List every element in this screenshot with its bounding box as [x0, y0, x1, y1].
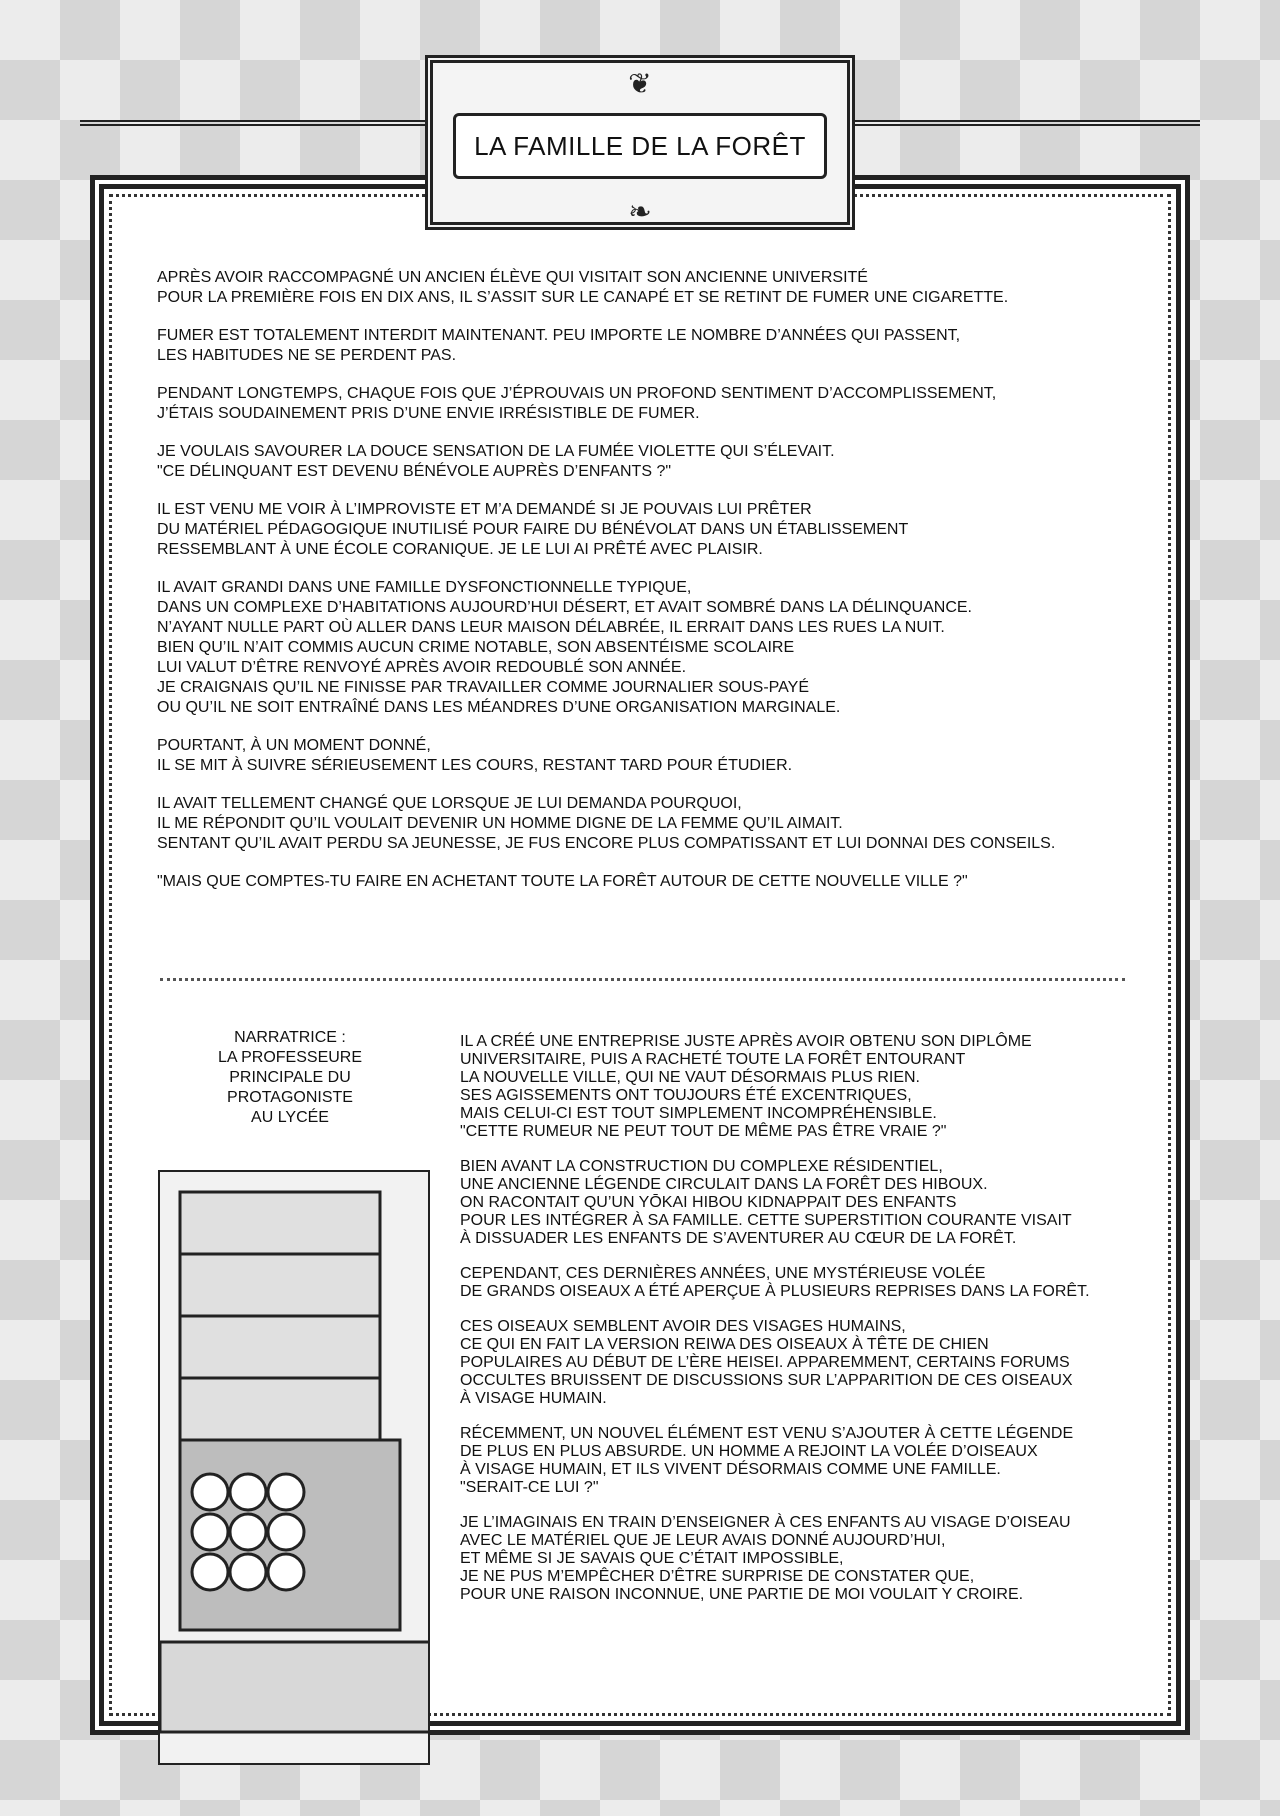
paragraph: BIEN AVANT LA CONSTRUCTION DU COMPLEXE RÉSIDENTIEL, UNE ANCIENNE LÉGENDE CIRCULAIT DANS LA FORÊT DES HIBOUX. ON RACONTAIT QU’UN YŌKAI HIBOU KIDNAPPAIT DES ENFANTS POUR LES INTÉGRER À SA FAMILLE. CETTE SUPERSTITION COURANTE VISAIT À DISSUADER LES ENFANTS DE S’AVENTURER AU CŒUR DE LA FORÊT. — [460, 1158, 1072, 1247]
paragraph: IL AVAIT GRANDI DANS UNE FAMILLE DYSFONCTIONNELLE TYPIQUE, DANS UN COMPLEXE D’HABITATIONS AUJOURD’HUI DÉSERT, ET AVAIT SOMBRÉ DANS LA DÉLINQUANCE. N’AYANT NULLE PART OÙ ALLER DANS LEUR MAISON DÉLABRÉE, IL ERRAIT DANS LES RUES LA NUIT. BIEN QU’IL N’AIT COMMIS AUCUN CRIME NOTABLE, SON ABSENTÉISME SCOLAIRE LUI VALUT D’ÊTRE RENVOYÉ APRÈS AVOIR REDOUBLÉ SON ANNÉE. JE CRAIGNAIS QU’IL NE FINISSE PAR TRAVAILLER COMME JOURNALIER SOUS-PAYÉ OU QU’IL NE SOIT ENTRAÎNÉ DANS LES MÉANDRES D’UNE ORGANISATION MARGINALE. — [157, 579, 972, 716]
story-continuation — [460, 1033, 1140, 1621]
paragraph: JE VOULAIS SAVOURER LA DOUCE SENSATION DE LA FUMÉE VIOLETTE QUI S’ÉLEVAIT. "CE DÉLINQUANT EST DEVENU BÉNÉVOLE AUPRÈS D’ENFANTS ?" — [157, 443, 835, 480]
paragraph: IL EST VENU ME VOIR À L’IMPROVISTE ET M’A DEMANDÉ SI JE POUVAIS LUI PRÊTER DU MATÉRIEL PÉDAGOGIQUE INUTILISÉ POUR FAIRE DU BÉNÉVOLAT DANS UN ÉTABLISSEMENT RESSEMBLANT À UNE ÉCOLE CORANIQUE. JE LE LUI AI PRÊTÉ AVEC PLAISIR. — [157, 501, 909, 558]
story-intro — [157, 268, 1127, 910]
paragraph: CEPENDANT, CES DERNIÈRES ANNÉES, UNE MYSTÉRIEUSE VOLÉE DE GRANDS OISEAUX A ÉTÉ APERÇUE À PLUSIEURS REPRISES DANS LA FORÊT. — [460, 1265, 1090, 1300]
paragraph: IL A CRÉÉ UNE ENTREPRISE JUSTE APRÈS AVOIR OBTENU SON DIPLÔME UNIVERSITAIRE, PUIS A RACHETÉ TOUTE LA FORÊT ENTOURANT LA NOUVELLE VILLE, QUI NE VAUT DÉSORMAIS PLUS RIEN. SES AGISSEMENTS ONT TOUJOURS ÉTÉ EXCENTRIQUES, MAIS CELUI-CI EST TOUT SIMPLEMENT INCOMPRÉHENSIBLE. "CETTE RUMEUR NE PEUT TOUT DE MÊME PAS ÊTRE VRAIE ?" — [460, 1033, 1032, 1140]
paragraph: RÉCEMMENT, UN NOUVEL ÉLÉMENT EST VENU S’AJOUTER À CETTE LÉGENDE DE PLUS EN PLUS ABSURDE. UN HOMME A REJOINT LA VOLÉE D’OISEAUX À VISAGE HUMAIN, ET ILS VIVENT DÉSORMAIS COMME UNE FAMILLE. "SERAIT-CE LUI ?" — [460, 1425, 1074, 1496]
books-cigarettes-icon — [160, 1172, 430, 1765]
books-cigarettes-illustration — [158, 1170, 430, 1765]
paragraph: FUMER EST TOTALEMENT INTERDIT MAINTENANT. PEU IMPORTE LE NOMBRE D’ANNÉES QUI PASSENT, LES HABITUDES NE SE PERDENT PAS. — [157, 327, 961, 364]
paragraph: JE L’IMAGINAIS EN TRAIN D’ENSEIGNER À CES ENFANTS AU VISAGE D’OISEAU AVEC LE MATÉRIEL QUE JE LEUR AVAIS DONNÉ AUJOURD’HUI, ET MÊME SI JE SAVAIS QUE C’ÉTAIT IMPOSSIBLE, JE NE PUS M’EMPÊCHER D’ÊTRE SURPRISE DE CONSTATER QUE, POUR UNE RAISON INCONNUE, UNE PARTIE DE MOI VOULAIT Y CROIRE. — [460, 1514, 1071, 1603]
paragraph: IL AVAIT TELLEMENT CHANGÉ QUE LORSQUE JE LUI DEMANDA POURQUOI, IL ME RÉPONDIT QU’IL VOULAIT DEVENIR UN HOMME DIGNE DE LA FEMME QU’IL AIMAIT. SENTANT QU’IL AVAIT PERDU SA JEUNESSE, JE FUS ENCORE PLUS COMPATISSANT ET LUI DONNAI DES CONSEILS. — [157, 795, 1056, 852]
paragraph: PENDANT LONGTEMPS, CHAQUE FOIS QUE J’ÉPROUVAIS UN PROFOND SENTIMENT D’ACCOMPLISSEMENT, J’ÉTAIS SOUDAINEMENT PRIS D’UNE ENVIE IRRÉSISTIBLE DE FUMER. — [157, 385, 997, 422]
crown-flourish-icon: ❦ — [628, 67, 652, 100]
title-banner — [453, 113, 827, 179]
title-plate — [425, 55, 855, 230]
paragraph: POURTANT, À UN MOMENT DONNÉ, IL SE MIT À SUIVRE SÉRIEUSEMENT LES COURS, RESTANT TARD POUR ÉTUDIER. — [157, 737, 793, 774]
paragraph: CES OISEAUX SEMBLENT AVOIR DES VISAGES HUMAINS, CE QUI EN FAIT LA VERSION REIWA DES OISEAUX À TÊTE DE CHIEN POPULAIRES AU DÉBUT DE L’ÈRE HEISEI. APPAREMMENT, CERTAINS FORUMS OCCULTES BRUISSENT DE DISCUSSIONS SUR L’APPARITION DE CES OISEAUX À VISAGE HUMAIN. — [460, 1318, 1073, 1407]
paragraph: "MAIS QUE COMPTES-TU FAIRE EN ACHETANT TOUTE LA FORÊT AUTOUR DE CETTE NOUVELLE VILLE ?" — [157, 873, 968, 890]
page-title: LA FAMILLE DE LA FORÊT — [474, 130, 806, 161]
paragraph: APRÈS AVOIR RACCOMPAGNÉ UN ANCIEN ÉLÈVE QUI VISITAIT SON ANCIENNE UNIVERSITÉ POUR LA PREMIÈRE FOIS EN DIX ANS, IL S’ASSIT SUR LE CANAPÉ ET SE RETINT DE FUMER UNE CIGARETTE. — [157, 269, 1009, 306]
dotted-divider — [160, 978, 1125, 981]
narrator-caption: NARRATRICE : LA PROFESSEURE PRINCIPALE DU PROTAGONISTE AU LYCÉE — [217, 1029, 363, 1126]
right-scroll-ornament — [840, 120, 1200, 166]
left-scroll-ornament — [80, 120, 440, 166]
bottom-flourish-icon: ❧ — [628, 195, 652, 228]
